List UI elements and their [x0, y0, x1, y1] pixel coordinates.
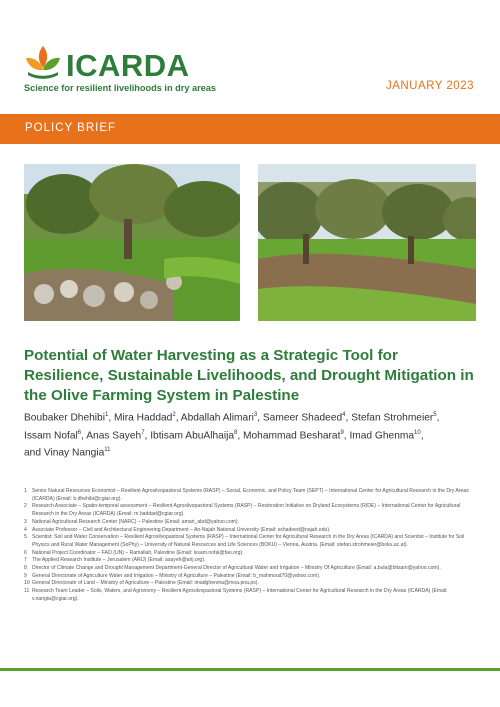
- footnote-text: National Project Coordinator – FAO (UN) – Ramallah, Palestine (Email: issam.nofal@fao.org).: [32, 549, 244, 556]
- footnote-text: Senior Natural Resources Economist – Resilient Agrosilvopastoral Systems (RASP) – Social, Economic, and Policy Team (SEPT) – International Center for Agricultural Research in the Dry Areas (ICARDA) (Email: b.dhehibi@cgiar.org).: [32, 488, 469, 502]
- footnote-item: [24, 573, 476, 581]
- footnote-item: [24, 557, 476, 565]
- footnote-text: Research Team Leader – Soils, Waters, and Agronomy – Resilient Agrosilvopastoral Systems (RASP) – International Center for Agricultural Research in the Dry Areas (ICARDA) (Email: v.nangia@cgiar.org).: [32, 588, 448, 602]
- author-separator: ,: [257, 412, 263, 424]
- footnote-number: 4: [24, 526, 27, 533]
- document-title: Potential of Water Harvesting as a Strategic Tool for Resilience, Sustainable Livelihoods, and Drought Mitigation in the Olive Farming System in Palestine: [24, 347, 474, 404]
- footnote-item: [24, 588, 476, 603]
- olive-grove-photo-left: [24, 164, 240, 321]
- author-name: Anas Sayeh: [86, 429, 142, 441]
- footnote-text: Research Associate – Spatio-temporal assessment – Resilient Agrosilvopastoral Systems (RASP) – Restoration Initiative on Dryland Ecosystems (RIDE) – International Center for Agricultural Research in the Dry Areas (ICARDA) (Email: m.haddad@cgiar.org).: [32, 503, 461, 518]
- footnote-item: [24, 580, 476, 588]
- author-name: Mohammad Besharat: [243, 429, 341, 441]
- author-separator: ,: [175, 412, 181, 424]
- author-affiliation-number: 10: [414, 429, 421, 436]
- footnote-text: General Directorate of Agriculture Water and Irrigation – Ministry of Agriculture – Palestine (Email: b_mahmoud70@yahoo.com).: [32, 572, 321, 579]
- author-separator: ,: [81, 429, 87, 441]
- olive-grove-photo-right: [258, 164, 476, 321]
- footnote-text: National Agricultural Research Center (NARC) – Palestine (Email: amari_abd@yahoo.com).: [32, 518, 240, 525]
- author-name: Imad Ghenma: [349, 429, 415, 441]
- footnote-number: 11: [24, 588, 30, 595]
- footnote-number: 9: [24, 572, 27, 579]
- author-affiliation-number: 1: [105, 412, 109, 418]
- tagline: Science for resilient livelihoods in dry areas: [24, 83, 216, 93]
- footnote-item: [24, 534, 476, 549]
- footnote-number: 6: [24, 549, 27, 556]
- author-separator: ,: [345, 412, 352, 424]
- author-affiliation-number: 6: [77, 429, 82, 436]
- footnote-number: 10: [24, 580, 30, 587]
- author-affiliation-number: 3: [253, 412, 258, 418]
- affiliation-footnotes: [24, 488, 476, 604]
- author-separator: ,: [436, 412, 440, 424]
- policy-brief-label: POLICY BRIEF: [25, 122, 117, 134]
- footnote-item: [24, 503, 476, 518]
- footnote-number: 1: [24, 488, 27, 494]
- footnote-number: 7: [24, 557, 27, 564]
- footnote-text: General Directorate of Land – Ministry of Agriculture – Palestine (Email: imadghenma@moa.pna.ps).: [32, 580, 259, 587]
- author-name: Ibtisam AbuAlhaija: [150, 429, 235, 441]
- author-name: Sameer Shadeed: [262, 412, 343, 424]
- author-affiliation-number: 7: [141, 429, 145, 436]
- author-name: and Vinay Nangia: [24, 447, 105, 459]
- author-separator: ,: [343, 429, 350, 441]
- footnote-number: 8: [24, 565, 27, 572]
- publication-date: JANUARY 2023: [385, 80, 474, 92]
- icarda-logo-icon: [24, 44, 62, 80]
- author-separator: ,: [144, 429, 151, 441]
- footnote-text: Associate Professor – Civil and Architectural Engineering Department – An-Najah National University (Email: sshadeed@najah.edu).: [32, 526, 331, 533]
- author-affiliation-number: 11: [104, 447, 111, 454]
- author-separator: ,: [108, 412, 115, 424]
- author-separator: ,: [237, 429, 244, 441]
- author-name: Issam Nofal: [24, 429, 78, 441]
- footnote-number: 3: [24, 518, 27, 525]
- author-affiliation-number: 9: [340, 429, 344, 436]
- author-name: Boubaker Dhehibi: [24, 412, 105, 424]
- author-affiliation-number: 2: [172, 412, 176, 418]
- author-name: Mira Haddad: [114, 412, 173, 424]
- author-list: [24, 408, 476, 461]
- footnote-text: The Applied Research Institute – Jerusalem (ARIJ) (Email: asayeh@arij.org).: [32, 557, 206, 564]
- footnote-number: 2: [24, 503, 27, 510]
- footnote-text: Director of Climate Change and Drought Management Department-General Director of Agricultural Water and Irrigation – Ministry Of Agriculture (Email: a.bula@btisam@yahoo.com).: [32, 565, 441, 572]
- footnote-number: 5: [24, 534, 27, 541]
- logo-text: ICARDA: [66, 48, 190, 83]
- footer-divider: [0, 668, 500, 671]
- footnote-item: [24, 550, 476, 558]
- footnote-item: [24, 565, 476, 573]
- author-name: Stefan Strohmeier: [351, 412, 434, 424]
- author-affiliation-number: 5: [433, 412, 437, 418]
- footnote-text: Scientist: Soil and Water Conservation – Resilient Agrosilvopastoral Systems (RASP) – International Center for Agricultural Research in the Dry Areas (ICARDA) and Scientist – Institute for Soil Physics and Rural Water Management (SoPhy) – University of Natural Resources and Life Sciences (BOKU) – Vienna, Austria. (Email: stefan.strohmeier@boku.ac.at).: [32, 534, 465, 548]
- footnote-item: [24, 519, 476, 527]
- author-affiliation-number: 8: [234, 429, 238, 436]
- author-separator: ,: [420, 429, 424, 441]
- author-affiliation-number: 4: [342, 412, 346, 418]
- author-name: Abdallah Alimari: [180, 412, 254, 424]
- footnote-item: [24, 527, 476, 535]
- footnote-item: [24, 488, 476, 503]
